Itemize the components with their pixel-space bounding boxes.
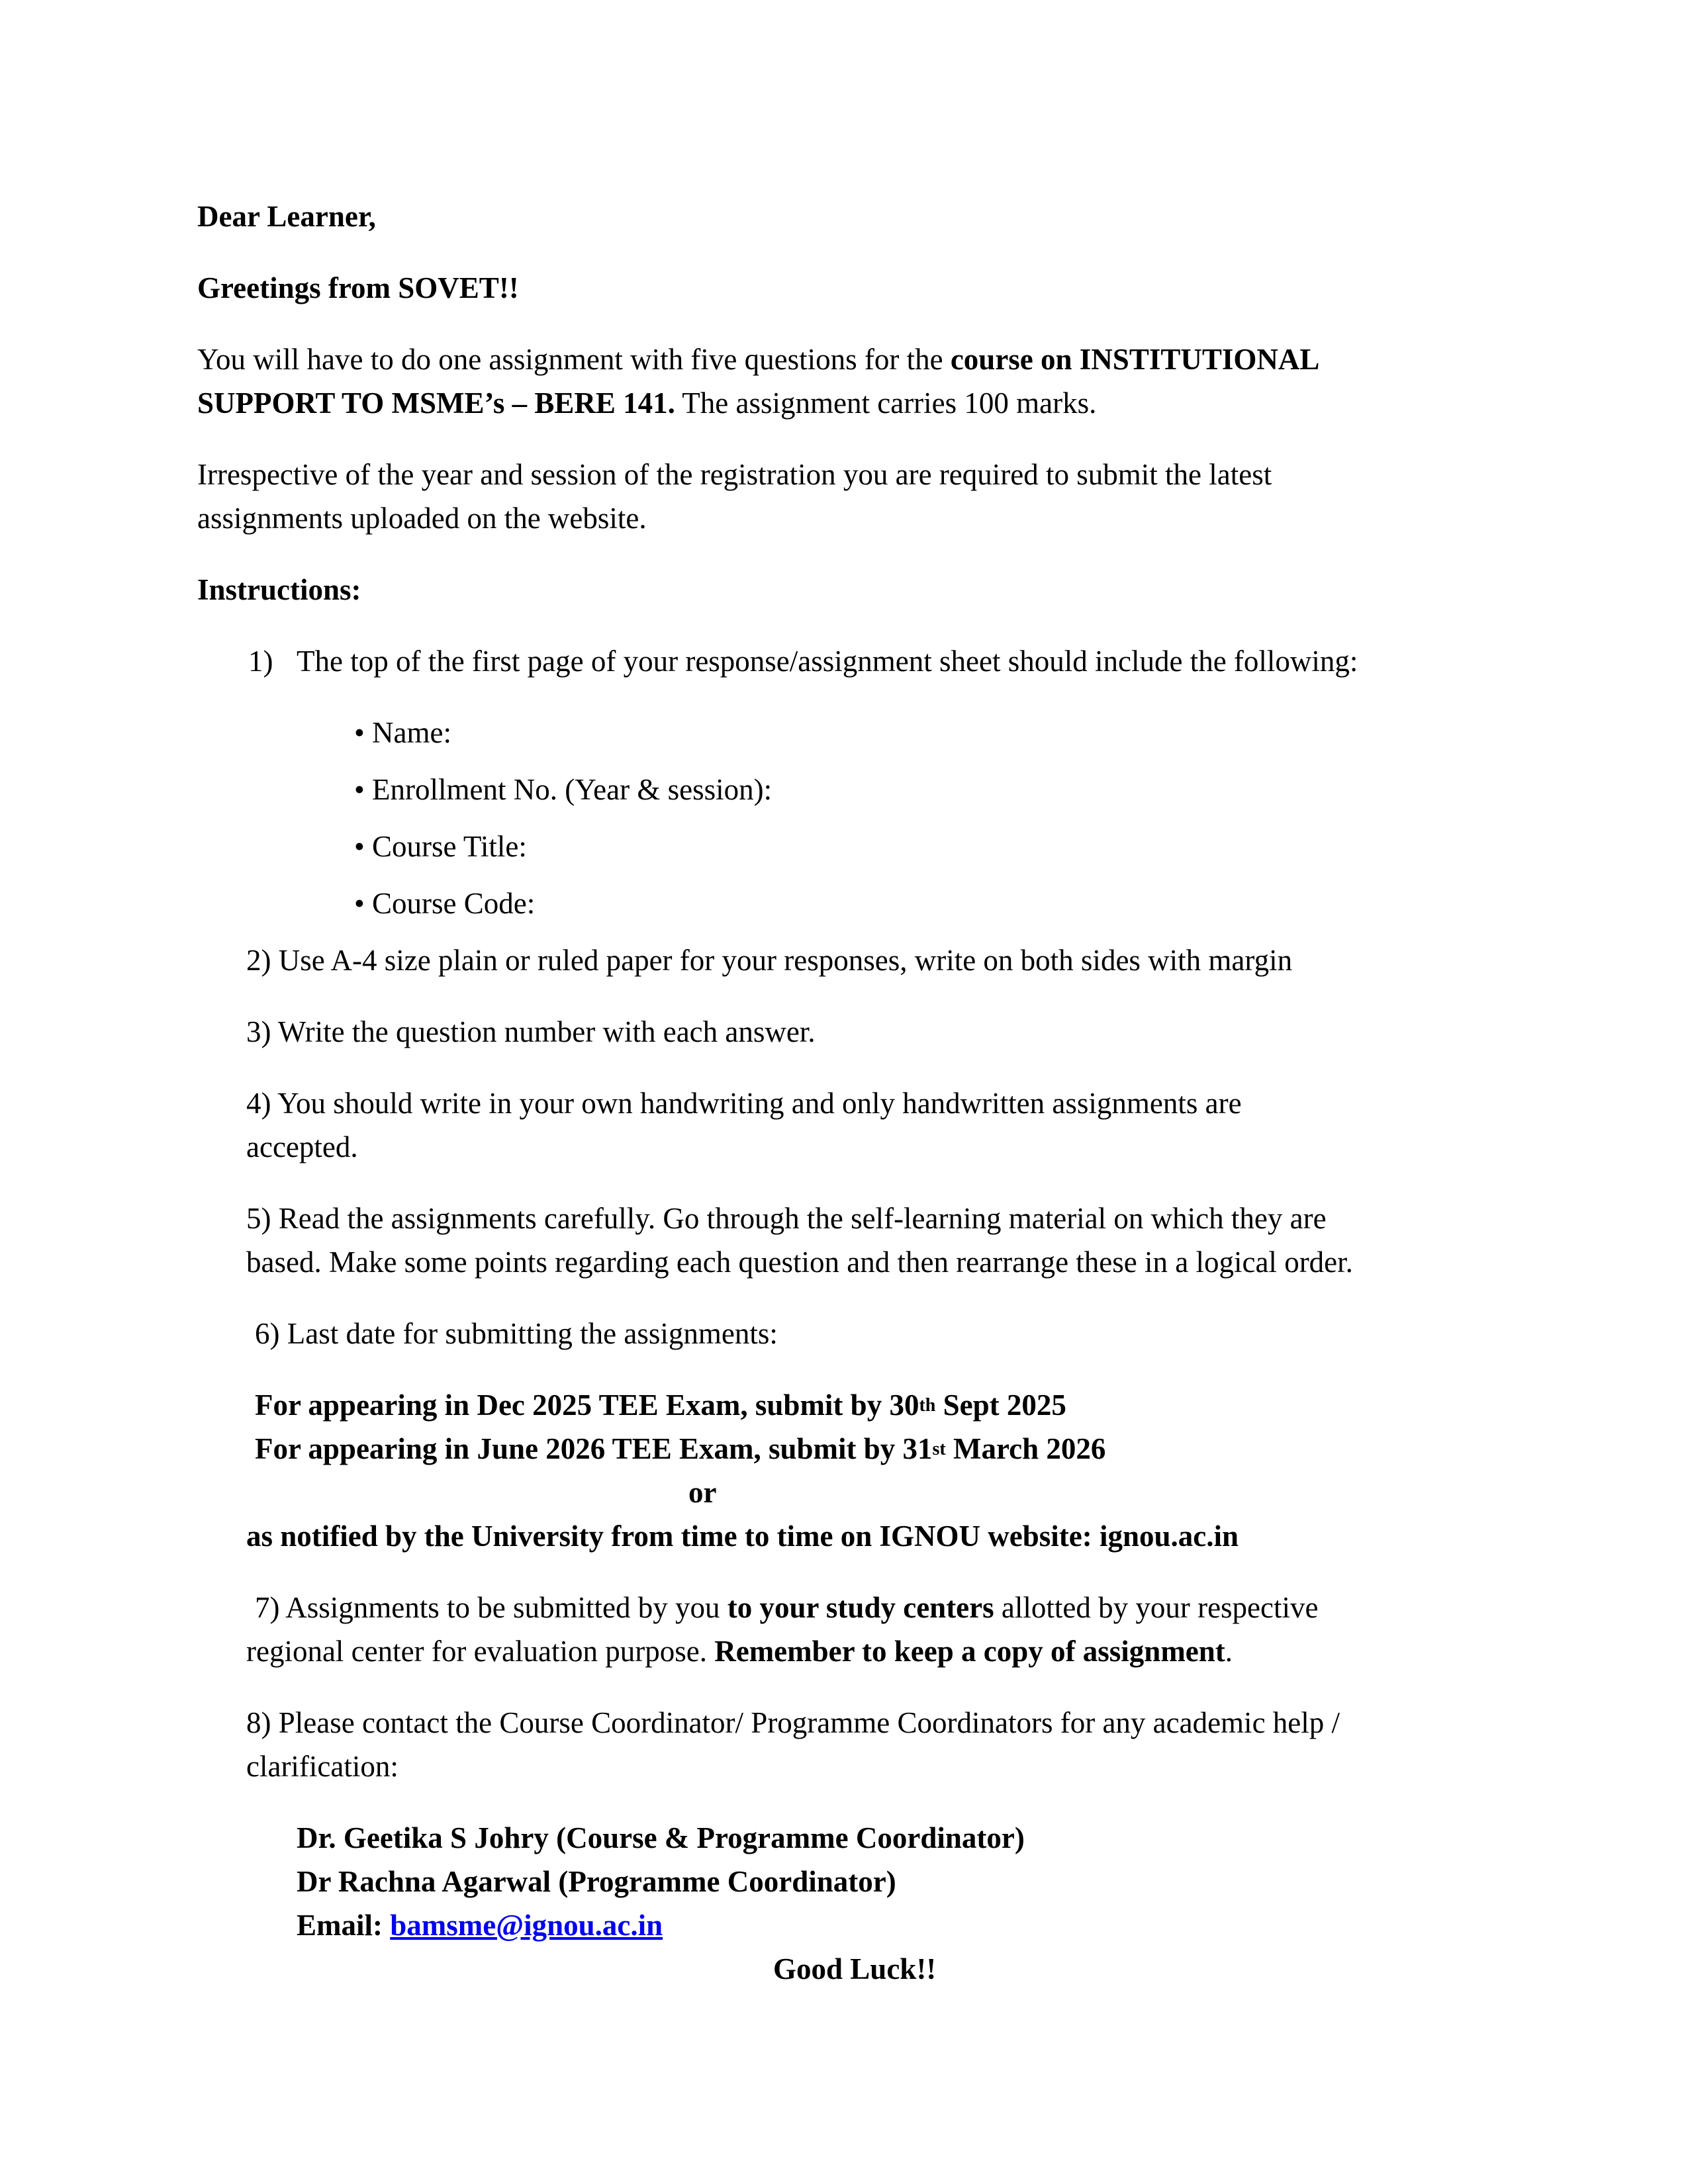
field-enrollment: • Enrollment No. (Year & session):	[354, 773, 773, 806]
item-4-line-2: accepted.	[246, 1130, 358, 1163]
deadline-june-text: For appearing in June 2026 TEE Exam, submit by 31	[255, 1432, 933, 1465]
deadline-june-date: March 2026	[945, 1432, 1106, 1465]
intro-line-1	[197, 338, 1319, 381]
item-7-copy-reminder-bold: Remember to keep a copy of assignment	[714, 1635, 1225, 1668]
field-course-title: • Course Title:	[354, 830, 527, 863]
deadline-dec-text: For appearing in Dec 2025 TEE Exam, submit by 30	[255, 1388, 919, 1422]
item-7-regional-text: regional center for evaluation purpose.	[246, 1635, 715, 1668]
field-course-code: • Course Code:	[354, 887, 536, 920]
item-5-line-2: based. Make some points regarding each question and then rearrange these in a logical order.	[246, 1246, 1353, 1279]
salutation: Dear Learner,	[197, 200, 376, 233]
item-7-line-2	[246, 1629, 1233, 1673]
item-1-number: 1)	[248, 645, 273, 678]
closing: Good Luck!!	[773, 1952, 937, 1985]
item-1-text: The top of the first page of your response/assignment sheet should include the following:	[297, 645, 1358, 678]
deadline-or: or	[688, 1476, 717, 1509]
field-name: • Name:	[354, 716, 451, 749]
item-4-line-1: 4) You should write in your own handwriting and only handwritten assignments are	[246, 1087, 1242, 1120]
item-8-line-1: 8) Please contact the Course Coordinator/ Programme Coordinators for any academic help /	[246, 1706, 1340, 1739]
item-3: 3) Write the question number with each answer.	[246, 1015, 816, 1048]
deadline-june-suffix: st	[932, 1439, 946, 1459]
item-7-text: 7) Assignments to be submitted by you	[255, 1591, 727, 1624]
intro-text: You will have to do one assignment with five questions for the	[197, 343, 951, 376]
intro-course-code-bold: SUPPORT TO MSME’s – BERE 141.	[197, 387, 675, 420]
item-8-line-2: clarification:	[246, 1750, 399, 1783]
item-5-line-1: 5) Read the assignments carefully. Go through the self-learning material on which they are	[246, 1202, 1327, 1235]
note-line-1: Irrespective of the year and session of the registration you are required to submit the latest	[197, 458, 1272, 491]
email-label: Email:	[297, 1909, 391, 1942]
intro-course-bold: course on INSTITUTIONAL	[950, 343, 1320, 376]
item-7-line-1	[255, 1586, 1318, 1629]
greeting: Greetings from SOVET!!	[197, 271, 519, 304]
note-line-2: assignments uploaded on the website.	[197, 502, 647, 535]
email-link[interactable]: bamsme@ignou.ac.in	[390, 1909, 663, 1942]
intro-line-2	[197, 381, 1096, 425]
intro-marks-text: The assignment carries 100 marks.	[675, 387, 1097, 420]
deadline-dec-suffix: th	[919, 1395, 936, 1416]
coordinator-1: Dr. Geetika S Johry (Course & Programme Coordinator)	[297, 1821, 1025, 1854]
item-2: 2) Use A-4 size plain or ruled paper for your responses, write on both sides with margin	[246, 944, 1293, 977]
item-7-study-centers-bold: to your study centers	[727, 1591, 994, 1624]
deadline-june	[255, 1427, 1105, 1471]
coordinator-2: Dr Rachna Agarwal (Programme Coordinator)	[297, 1865, 896, 1898]
item-7-period: .	[1225, 1635, 1233, 1668]
deadline-notified: as notified by the University from time to time on IGNOU website: ignou.ac.in	[246, 1520, 1239, 1553]
deadline-dec-date: Sept 2025	[935, 1388, 1066, 1422]
item-6: 6) Last date for submitting the assignments:	[255, 1317, 778, 1350]
email-line	[297, 1903, 663, 1947]
instructions-heading: Instructions:	[197, 573, 361, 606]
deadline-dec	[255, 1383, 1066, 1427]
item-7-text-end: allotted by your respective	[994, 1591, 1319, 1624]
